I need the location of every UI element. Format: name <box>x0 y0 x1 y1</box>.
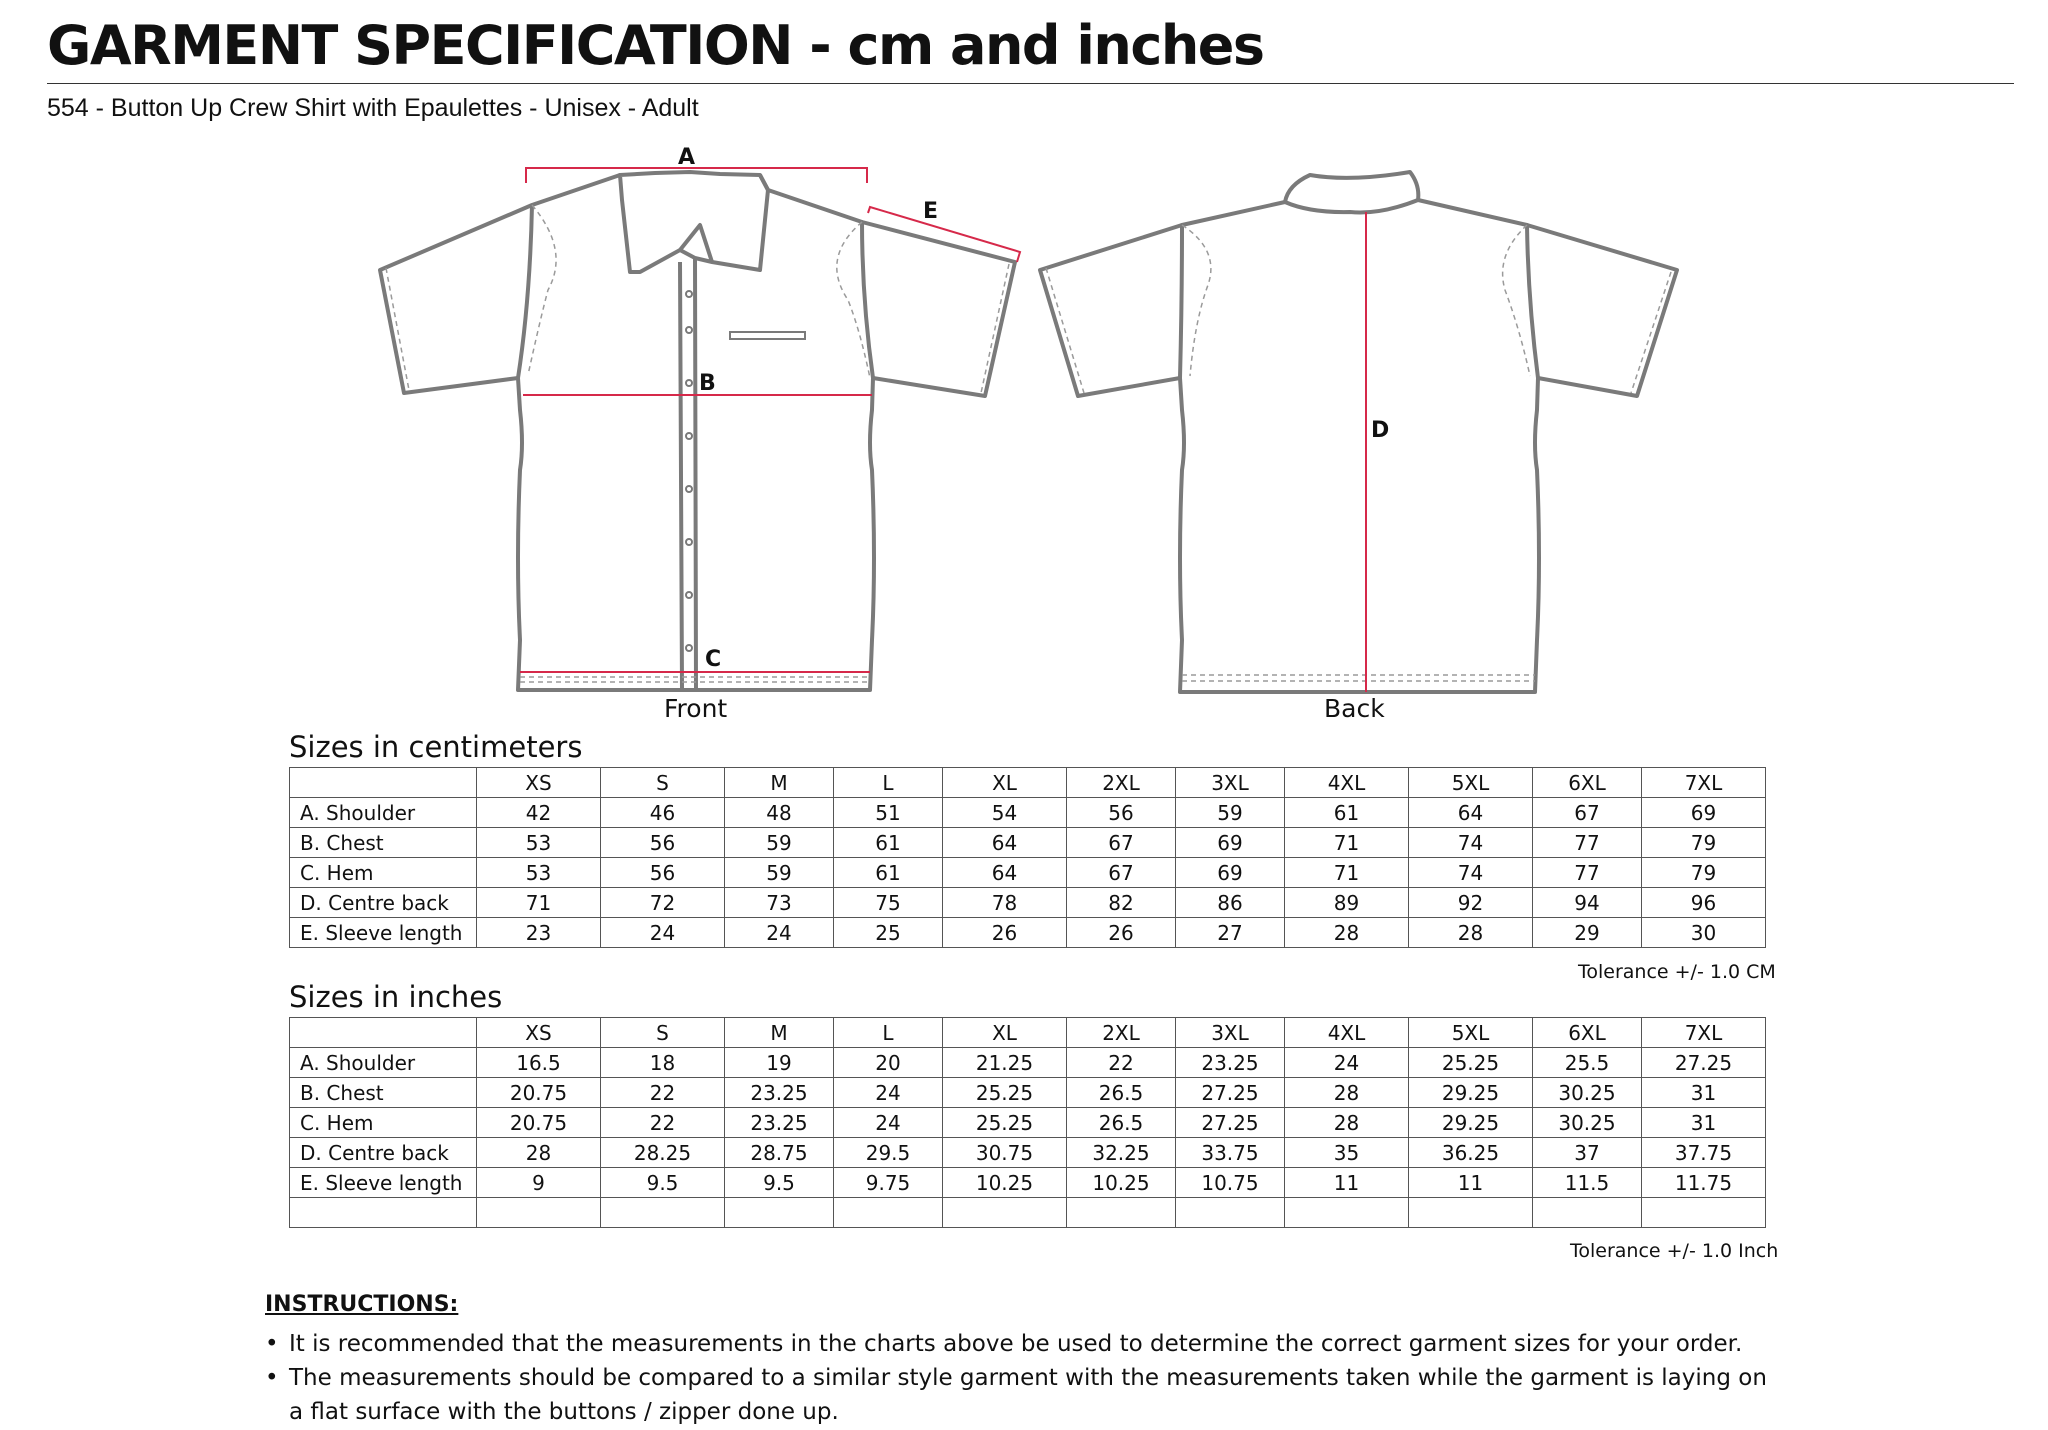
measurement-value: 11 <box>1409 1168 1533 1198</box>
measurement-value: 24 <box>725 918 834 948</box>
measurement-label: D. Centre back <box>290 1138 477 1168</box>
measurement-value: 28.75 <box>725 1138 834 1168</box>
measurement-value: 28.25 <box>601 1138 725 1168</box>
table-row <box>290 828 1766 858</box>
button <box>686 433 692 439</box>
measurement-value: 27 <box>1176 918 1285 948</box>
measurement-value <box>1642 1198 1766 1228</box>
measurement-label: D. Centre back <box>290 888 477 918</box>
measurement-value: 61 <box>834 828 943 858</box>
instruction-text: The measurements should be compared to a similar style garment with the measurements taken while the garment is laying on a flat surface with the buttons / zipper done up. <box>289 1365 1767 1425</box>
measurement-value: 25.5 <box>1533 1048 1642 1078</box>
button <box>686 645 692 651</box>
measurement-value: 27.25 <box>1642 1048 1766 1078</box>
measurement-value: 72 <box>601 888 725 918</box>
measurement-value: 25 <box>834 918 943 948</box>
measurement-value: 22 <box>1067 1048 1176 1078</box>
measurement-value: 23.25 <box>725 1078 834 1108</box>
table-row <box>290 1078 1766 1108</box>
measurement-value: 22 <box>601 1078 725 1108</box>
measurement-value: 35 <box>1285 1138 1409 1168</box>
measurement-value: 24 <box>834 1108 943 1138</box>
measurement-label: A. Shoulder <box>290 1048 477 1078</box>
size-header-cell: XS <box>477 1018 601 1048</box>
measurement-value <box>1067 1198 1176 1228</box>
marker-d: D <box>1371 418 1390 443</box>
measurement-value: 29.25 <box>1409 1078 1533 1108</box>
measurement-value: 9.5 <box>601 1168 725 1198</box>
back-body-outline <box>1180 200 1539 692</box>
size-header-cell: XS <box>477 768 601 798</box>
measurement-value: 82 <box>1067 888 1176 918</box>
measurement-value: 67 <box>1067 828 1176 858</box>
size-header-cell: 3XL <box>1176 768 1285 798</box>
chest-pocket <box>730 332 805 339</box>
measurement-value: 59 <box>1176 798 1285 828</box>
measurement-value: 28 <box>477 1138 601 1168</box>
measurement-label: A. Shoulder <box>290 798 477 828</box>
measurement-value <box>1409 1198 1533 1228</box>
table-row <box>290 798 1766 828</box>
measurement-value: 36.25 <box>1409 1138 1533 1168</box>
measurement-value: 10.25 <box>1067 1168 1176 1198</box>
measurement-label <box>290 1198 477 1228</box>
measurement-value: 71 <box>1285 828 1409 858</box>
measurement-value: 56 <box>601 858 725 888</box>
button <box>686 327 692 333</box>
size-header-cell: S <box>601 1018 725 1048</box>
button <box>686 539 692 545</box>
measurement-value: 96 <box>1642 888 1766 918</box>
measurement-value: 25.25 <box>943 1108 1067 1138</box>
measurement-value: 56 <box>601 828 725 858</box>
measurement-value: 20.75 <box>477 1078 601 1108</box>
page-title: GARMENT SPECIFICATION - cm and inches <box>47 14 1264 77</box>
size-header-cell: 6XL <box>1533 1018 1642 1048</box>
measurement-value: 46 <box>601 798 725 828</box>
measurement-value: 20 <box>834 1048 943 1078</box>
measurement-value: 79 <box>1642 828 1766 858</box>
measurement-value: 42 <box>477 798 601 828</box>
size-header-cell: L <box>834 768 943 798</box>
back-right-sleeve <box>1527 225 1677 396</box>
measure-line-e <box>868 207 1020 262</box>
measurement-value: 71 <box>477 888 601 918</box>
measurement-value: 56 <box>1067 798 1176 828</box>
measurement-value: 71 <box>1285 858 1409 888</box>
table-row <box>290 858 1766 888</box>
measurement-value: 31 <box>1642 1078 1766 1108</box>
button <box>686 592 692 598</box>
size-header-cell: XL <box>943 1018 1067 1048</box>
measurement-value: 94 <box>1533 888 1642 918</box>
back-left-cuff-stitch <box>1046 268 1084 393</box>
measurement-value: 67 <box>1067 858 1176 888</box>
measurement-value <box>1285 1198 1409 1228</box>
measurement-value: 29.5 <box>834 1138 943 1168</box>
measurement-value: 11.75 <box>1642 1168 1766 1198</box>
measurement-value: 19 <box>725 1048 834 1078</box>
inch-tolerance-note: Tolerance +/- 1.0 Inch <box>1570 1240 1779 1262</box>
measurement-value: 37.75 <box>1642 1138 1766 1168</box>
front-right-sleeve <box>862 222 1015 396</box>
size-header-cell: 2XL <box>1067 768 1176 798</box>
bullet-icon: • <box>265 1365 279 1391</box>
measurement-value: 26.5 <box>1067 1078 1176 1108</box>
table-row <box>290 1198 1766 1228</box>
size-header-cell: M <box>725 1018 834 1048</box>
measurement-value: 9 <box>477 1168 601 1198</box>
measurement-value: 23.25 <box>1176 1048 1285 1078</box>
back-right-cuff-stitch <box>1631 272 1671 393</box>
measurement-value: 30.25 <box>1533 1078 1642 1108</box>
measurement-value: 67 <box>1533 798 1642 828</box>
marker-c: C <box>705 647 722 672</box>
measurement-value: 29.25 <box>1409 1108 1533 1138</box>
corner-cell <box>290 1018 477 1048</box>
size-header-cell: 7XL <box>1642 1018 1766 1048</box>
measurement-value: 73 <box>725 888 834 918</box>
measurement-value: 69 <box>1642 798 1766 828</box>
measurement-value: 48 <box>725 798 834 828</box>
measurement-value: 27.25 <box>1176 1078 1285 1108</box>
measurement-value: 75 <box>834 888 943 918</box>
measurement-value: 89 <box>1285 888 1409 918</box>
measurement-value: 78 <box>943 888 1067 918</box>
bullet-icon: • <box>265 1331 279 1357</box>
measurement-label: B. Chest <box>290 1078 477 1108</box>
size-header-cell: M <box>725 768 834 798</box>
instructions-heading: INSTRUCTIONS: <box>265 1292 459 1317</box>
table-row <box>290 1138 1766 1168</box>
front-view-label: Front <box>664 694 728 723</box>
measurement-value: 86 <box>1176 888 1285 918</box>
measurement-value: 69 <box>1176 828 1285 858</box>
measurement-value: 33.75 <box>1176 1138 1285 1168</box>
instruction-text: It is recommended that the measurements in the charts above be used to determine the correct garment sizes for your order. <box>289 1331 1743 1357</box>
button <box>686 380 692 386</box>
measurement-value: 69 <box>1176 858 1285 888</box>
size-header-cell: 5XL <box>1409 1018 1533 1048</box>
measurement-value: 29 <box>1533 918 1642 948</box>
measurement-value: 10.75 <box>1176 1168 1285 1198</box>
front-collar <box>620 172 768 272</box>
measurement-value: 23.25 <box>725 1108 834 1138</box>
size-header-cell: 4XL <box>1285 768 1409 798</box>
measurement-value: 9.75 <box>834 1168 943 1198</box>
size-header-cell: L <box>834 1018 943 1048</box>
measurement-value: 51 <box>834 798 943 828</box>
inch-table-heading: Sizes in inches <box>289 980 503 1014</box>
table-row <box>290 1108 1766 1138</box>
measurement-value: 59 <box>725 858 834 888</box>
measurement-value <box>834 1198 943 1228</box>
measurement-value: 26 <box>943 918 1067 948</box>
measurement-value: 28 <box>1285 1078 1409 1108</box>
front-placket <box>680 258 696 690</box>
front-right-cuff-stitch <box>981 264 1009 393</box>
size-header-cell: 3XL <box>1176 1018 1285 1048</box>
measurement-value: 25.25 <box>943 1078 1067 1108</box>
measurement-value: 74 <box>1409 828 1533 858</box>
measurement-value: 59 <box>725 828 834 858</box>
cm-tolerance-note: Tolerance +/- 1.0 CM <box>1578 961 1776 983</box>
measurement-value: 25.25 <box>1409 1048 1533 1078</box>
size-header-row <box>290 768 1766 798</box>
measurement-value: 18 <box>601 1048 725 1078</box>
measurement-value: 28 <box>1285 918 1409 948</box>
measurement-value: 23 <box>477 918 601 948</box>
size-header-cell: 7XL <box>1642 768 1766 798</box>
measurement-value: 30.75 <box>943 1138 1067 1168</box>
measurement-value: 22 <box>601 1108 725 1138</box>
measurement-value: 74 <box>1409 858 1533 888</box>
table-row <box>290 1048 1766 1078</box>
table-row <box>290 1168 1766 1198</box>
measurement-value: 11.5 <box>1533 1168 1642 1198</box>
measurement-value: 61 <box>834 858 943 888</box>
button <box>686 291 692 297</box>
front-left-cuff-stitch <box>386 268 409 390</box>
corner-cell <box>290 768 477 798</box>
measurement-value: 26.5 <box>1067 1108 1176 1138</box>
marker-b: B <box>699 371 716 396</box>
measurement-value <box>1533 1198 1642 1228</box>
measurement-value: 11 <box>1285 1168 1409 1198</box>
measurement-value: 27.25 <box>1176 1108 1285 1138</box>
measurement-value: 9.5 <box>725 1168 834 1198</box>
measurement-value: 24 <box>1285 1048 1409 1078</box>
measurement-value: 31 <box>1642 1108 1766 1138</box>
inch-size-table <box>289 1017 1766 1228</box>
measurement-value: 24 <box>834 1078 943 1108</box>
measurement-value: 28 <box>1409 918 1533 948</box>
measurement-value: 32.25 <box>1067 1138 1176 1168</box>
measurement-value <box>601 1198 725 1228</box>
measurement-label: B. Chest <box>290 828 477 858</box>
measurement-value: 24 <box>601 918 725 948</box>
cm-size-table <box>289 767 1766 948</box>
product-subtitle: 554 - Button Up Crew Shirt with Epaulettes - Unisex - Adult <box>47 94 699 122</box>
measurement-value: 79 <box>1642 858 1766 888</box>
measurement-label: C. Hem <box>290 1108 477 1138</box>
measurement-label: C. Hem <box>290 858 477 888</box>
measure-line-a <box>526 168 867 183</box>
back-left-sleeve <box>1040 225 1182 396</box>
back-collar <box>1285 172 1418 213</box>
measurement-value: 16.5 <box>477 1048 601 1078</box>
size-header-cell: 2XL <box>1067 1018 1176 1048</box>
back-hem-stitch <box>1182 675 1535 681</box>
size-header-row <box>290 1018 1766 1048</box>
measurement-value: 61 <box>1285 798 1409 828</box>
back-view-label: Back <box>1324 694 1385 723</box>
size-header-cell: XL <box>943 768 1067 798</box>
measurement-value: 21.25 <box>943 1048 1067 1078</box>
measurement-value: 92 <box>1409 888 1533 918</box>
measurement-value: 64 <box>1409 798 1533 828</box>
measurement-value: 53 <box>477 858 601 888</box>
measurement-value: 77 <box>1533 828 1642 858</box>
measurement-value <box>1176 1198 1285 1228</box>
button <box>686 486 692 492</box>
measurement-value: 54 <box>943 798 1067 828</box>
measurement-value: 77 <box>1533 858 1642 888</box>
measurement-value <box>477 1198 601 1228</box>
cm-table-heading: Sizes in centimeters <box>289 730 583 764</box>
marker-e: E <box>923 199 939 224</box>
table-row <box>290 918 1766 948</box>
measurement-label: E. Sleeve length <box>290 918 477 948</box>
measurement-value: 53 <box>477 828 601 858</box>
measurement-label: E. Sleeve length <box>290 1168 477 1198</box>
measurement-value: 28 <box>1285 1108 1409 1138</box>
measurement-value: 64 <box>943 858 1067 888</box>
measurement-value: 26 <box>1067 918 1176 948</box>
front-left-sleeve <box>380 205 532 393</box>
measurement-value <box>725 1198 834 1228</box>
measurement-value <box>943 1198 1067 1228</box>
measurement-value: 64 <box>943 828 1067 858</box>
measurement-value: 20.75 <box>477 1108 601 1138</box>
marker-a: A <box>678 145 696 170</box>
size-header-cell: 4XL <box>1285 1018 1409 1048</box>
measurement-value: 30 <box>1642 918 1766 948</box>
size-header-cell: 5XL <box>1409 768 1533 798</box>
measurement-value: 10.25 <box>943 1168 1067 1198</box>
measurement-value: 37 <box>1533 1138 1642 1168</box>
measurement-value: 30.25 <box>1533 1108 1642 1138</box>
size-header-cell: 6XL <box>1533 768 1642 798</box>
back-yoke-left-stitch <box>1182 225 1211 376</box>
size-header-cell: S <box>601 768 725 798</box>
table-row <box>290 888 1766 918</box>
